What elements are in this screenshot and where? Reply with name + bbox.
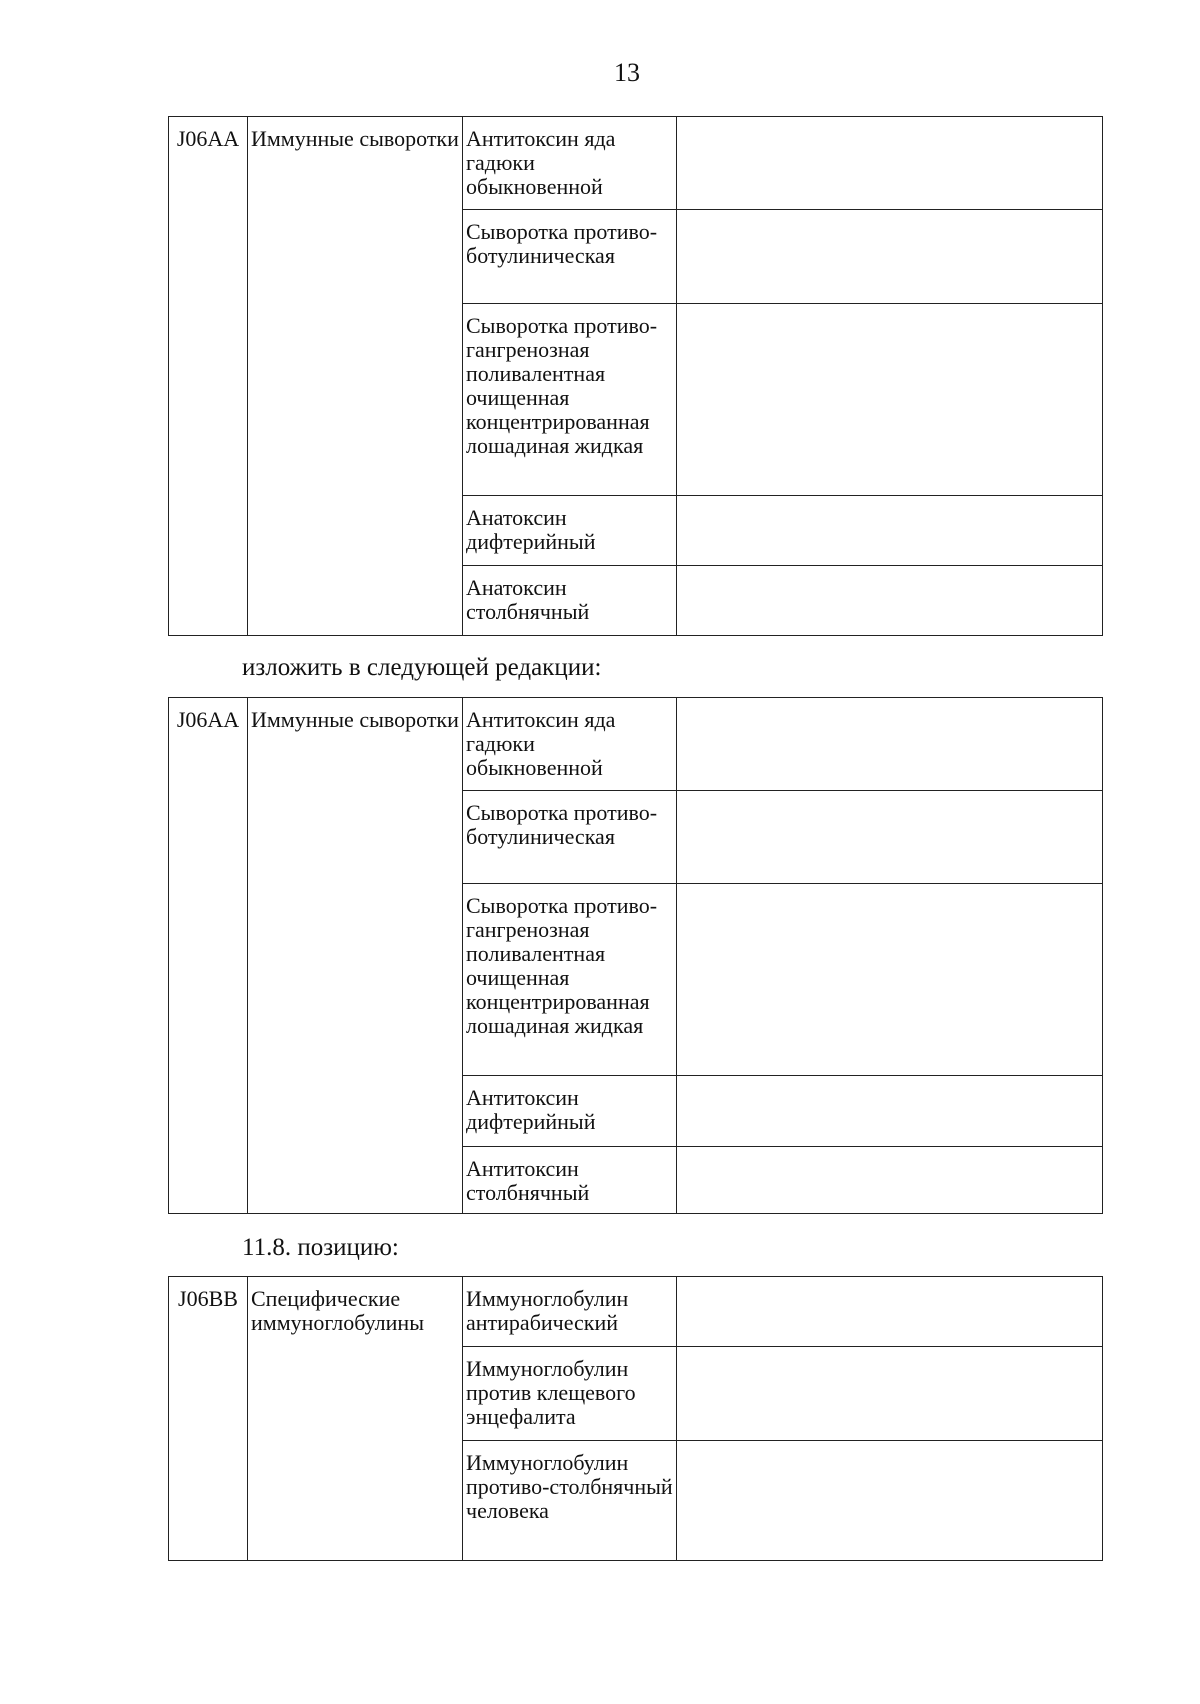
dosage-form bbox=[677, 1347, 1103, 1441]
atc-code: J06AA bbox=[169, 698, 248, 1214]
dosage-form bbox=[677, 496, 1103, 566]
dosage-form bbox=[677, 1441, 1103, 1561]
drug-name: Анатоксин дифтерийный bbox=[463, 496, 677, 566]
atc-code: J06AA bbox=[169, 117, 248, 636]
position-reference: 11.8. позицию: bbox=[242, 1234, 399, 1261]
dosage-form bbox=[677, 791, 1103, 884]
edit-instruction: изложить в следующей редакции: bbox=[242, 654, 602, 681]
dosage-form bbox=[677, 566, 1103, 636]
drug-name: Антитоксин столбнячный bbox=[463, 1147, 677, 1214]
drug-name: Антитоксин яда гадюки обыкновенной bbox=[463, 698, 677, 791]
dosage-form bbox=[677, 1277, 1103, 1347]
dosage-form bbox=[677, 1076, 1103, 1147]
table-row bbox=[169, 698, 1103, 791]
drug-name: Антитоксин яда гадюки обыкновенной bbox=[463, 117, 677, 210]
table-row bbox=[169, 1277, 1103, 1347]
drug-name: Анатоксин столбнячный bbox=[463, 566, 677, 636]
table-row bbox=[169, 117, 1103, 210]
drug-table-new bbox=[168, 697, 1103, 1214]
drug-name: Иммуноглобулин противо-столбнячный человека bbox=[463, 1441, 677, 1561]
dosage-form bbox=[677, 304, 1103, 496]
drug-group: Иммунные сыворотки bbox=[248, 117, 463, 636]
drug-name: Иммуноглобулин против клещевого энцефалита bbox=[463, 1347, 677, 1441]
dosage-form bbox=[677, 884, 1103, 1076]
dosage-form bbox=[677, 1147, 1103, 1214]
drug-table-old bbox=[168, 116, 1103, 636]
drug-name: Иммуноглобулин антирабический bbox=[463, 1277, 677, 1347]
drug-group: Иммунные сыворотки bbox=[248, 698, 463, 1214]
drug-table-immunoglobulins bbox=[168, 1276, 1103, 1561]
drug-group: Специфические иммуноглобулины bbox=[248, 1277, 463, 1561]
drug-name: Сыворотка противо-гангренозная поливалентная очищенная концентрированная лошадиная жидкая bbox=[463, 884, 677, 1076]
page-number: 13 bbox=[614, 58, 640, 87]
dosage-form bbox=[677, 210, 1103, 304]
dosage-form bbox=[677, 117, 1103, 210]
atc-code: J06BB bbox=[169, 1277, 248, 1561]
drug-name: Сыворотка противо-ботулиническая bbox=[463, 210, 677, 304]
dosage-form bbox=[677, 698, 1103, 791]
drug-name: Сыворотка противо-гангренозная поливалентная очищенная концентрированная лошадиная жидкая bbox=[463, 304, 677, 496]
drug-name: Антитоксин дифтерийный bbox=[463, 1076, 677, 1147]
drug-name: Сыворотка противо-ботулиническая bbox=[463, 791, 677, 884]
